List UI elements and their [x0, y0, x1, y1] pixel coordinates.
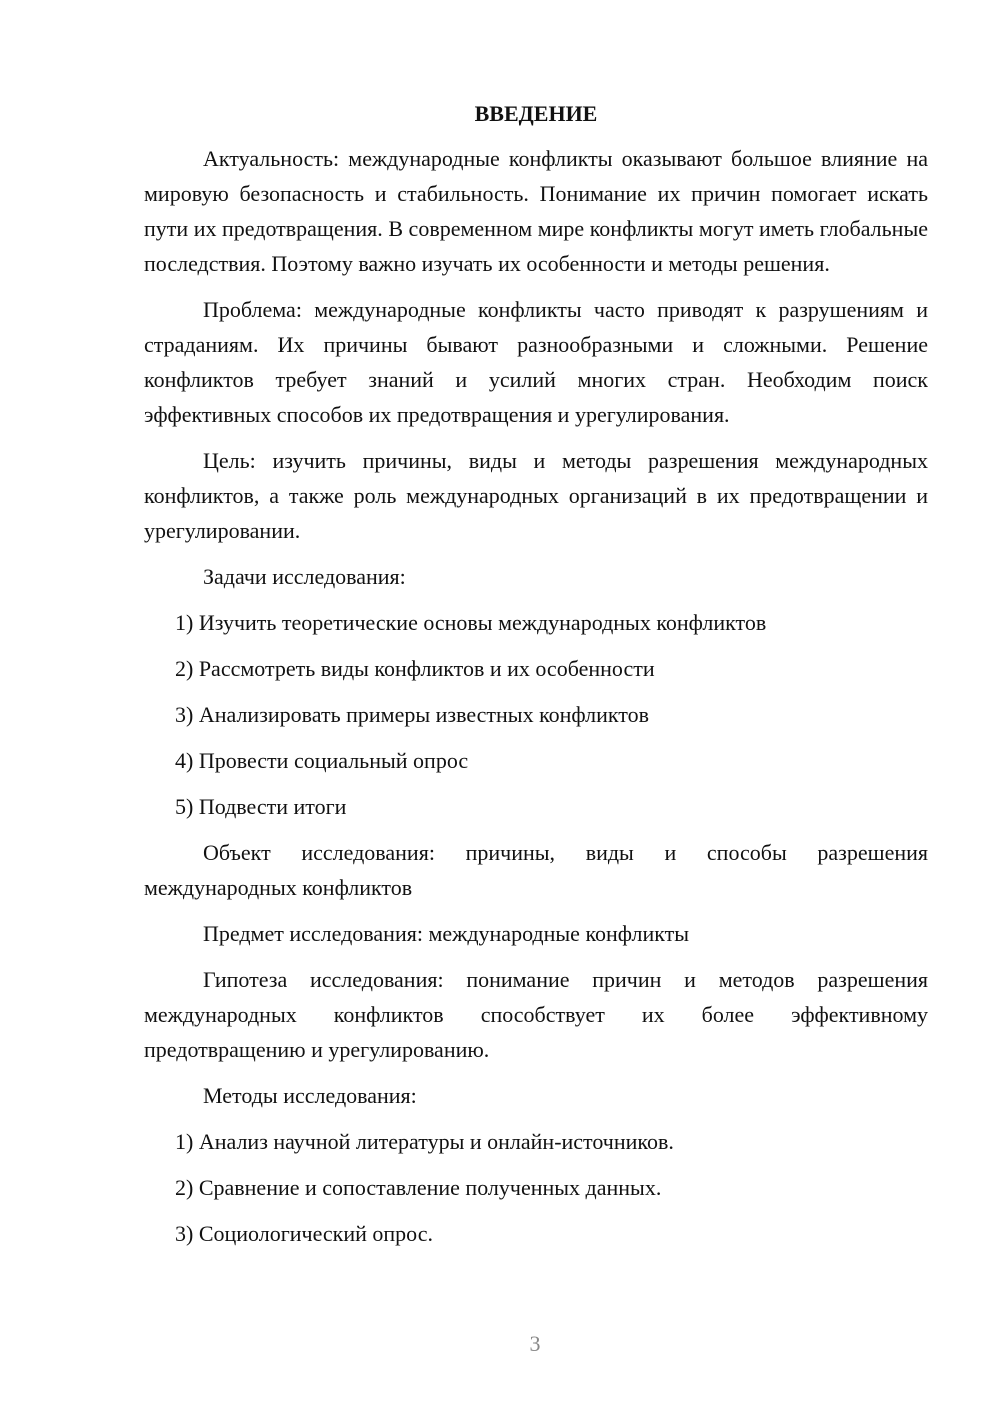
task-item-3: 3) Анализировать примеры известных конфликтов — [175, 702, 649, 727]
object-paragraph: Объект исследования: причины, виды и способы разрешения международных конфликтов — [144, 840, 928, 900]
goal-paragraph: Цель: изучить причины, виды и методы разрешения международных конфликтов, а также роль международных организаций в их предотвращении и урегулировании. — [144, 448, 928, 543]
method-item-2: 2) Сравнение и сопоставление полученных данных. — [175, 1175, 662, 1200]
methods-heading: Методы исследования: — [203, 1083, 417, 1108]
task-item-2: 2) Рассмотреть виды конфликтов и их особенности — [175, 656, 655, 681]
method-item-3: 3) Социологический опрос. — [175, 1221, 433, 1246]
methods-list — [144, 1124, 928, 1251]
page-content — [144, 96, 928, 1262]
task-item-5: 5) Подвести итоги — [175, 794, 347, 819]
page-title: ВВЕДЕНИЕ — [474, 101, 598, 126]
page-number: 3 — [529, 1331, 541, 1356]
task-item-4: 4) Провести социальный опрос — [175, 748, 469, 773]
subject-paragraph: Предмет исследования: международные конфликты — [203, 921, 690, 946]
method-item-1: 1) Анализ научной литературы и онлайн-источников. — [175, 1129, 674, 1154]
relevance-paragraph: Актуальность: международные конфликты оказывают большое влияние на мировую безопасность и стабильность. Понимание их причин помогает искать пути их предотвращения. В современном мире конфликты могут иметь глобальные последствия. Поэтому важно изучать их особенности и методы решения. — [144, 146, 928, 276]
task-item-1: 1) Изучить теоретические основы международных конфликтов — [175, 610, 767, 635]
tasks-heading: Задачи исследования: — [203, 564, 406, 589]
hypothesis-paragraph: Гипотеза исследования: понимание причин и методов разрешения международных конфликтов способствует их более эффективному предотвращению и урегулированию. — [144, 967, 928, 1062]
tasks-list — [144, 605, 928, 824]
problem-paragraph: Проблема: международные конфликты часто приводят к разрушениям и страданиям. Их причины бывают разнообразными и сложными. Решение конфликтов требует знаний и усилий многих стран. Необходим поиск эффективных способов их предотвращения и урегулирования. — [144, 297, 928, 427]
